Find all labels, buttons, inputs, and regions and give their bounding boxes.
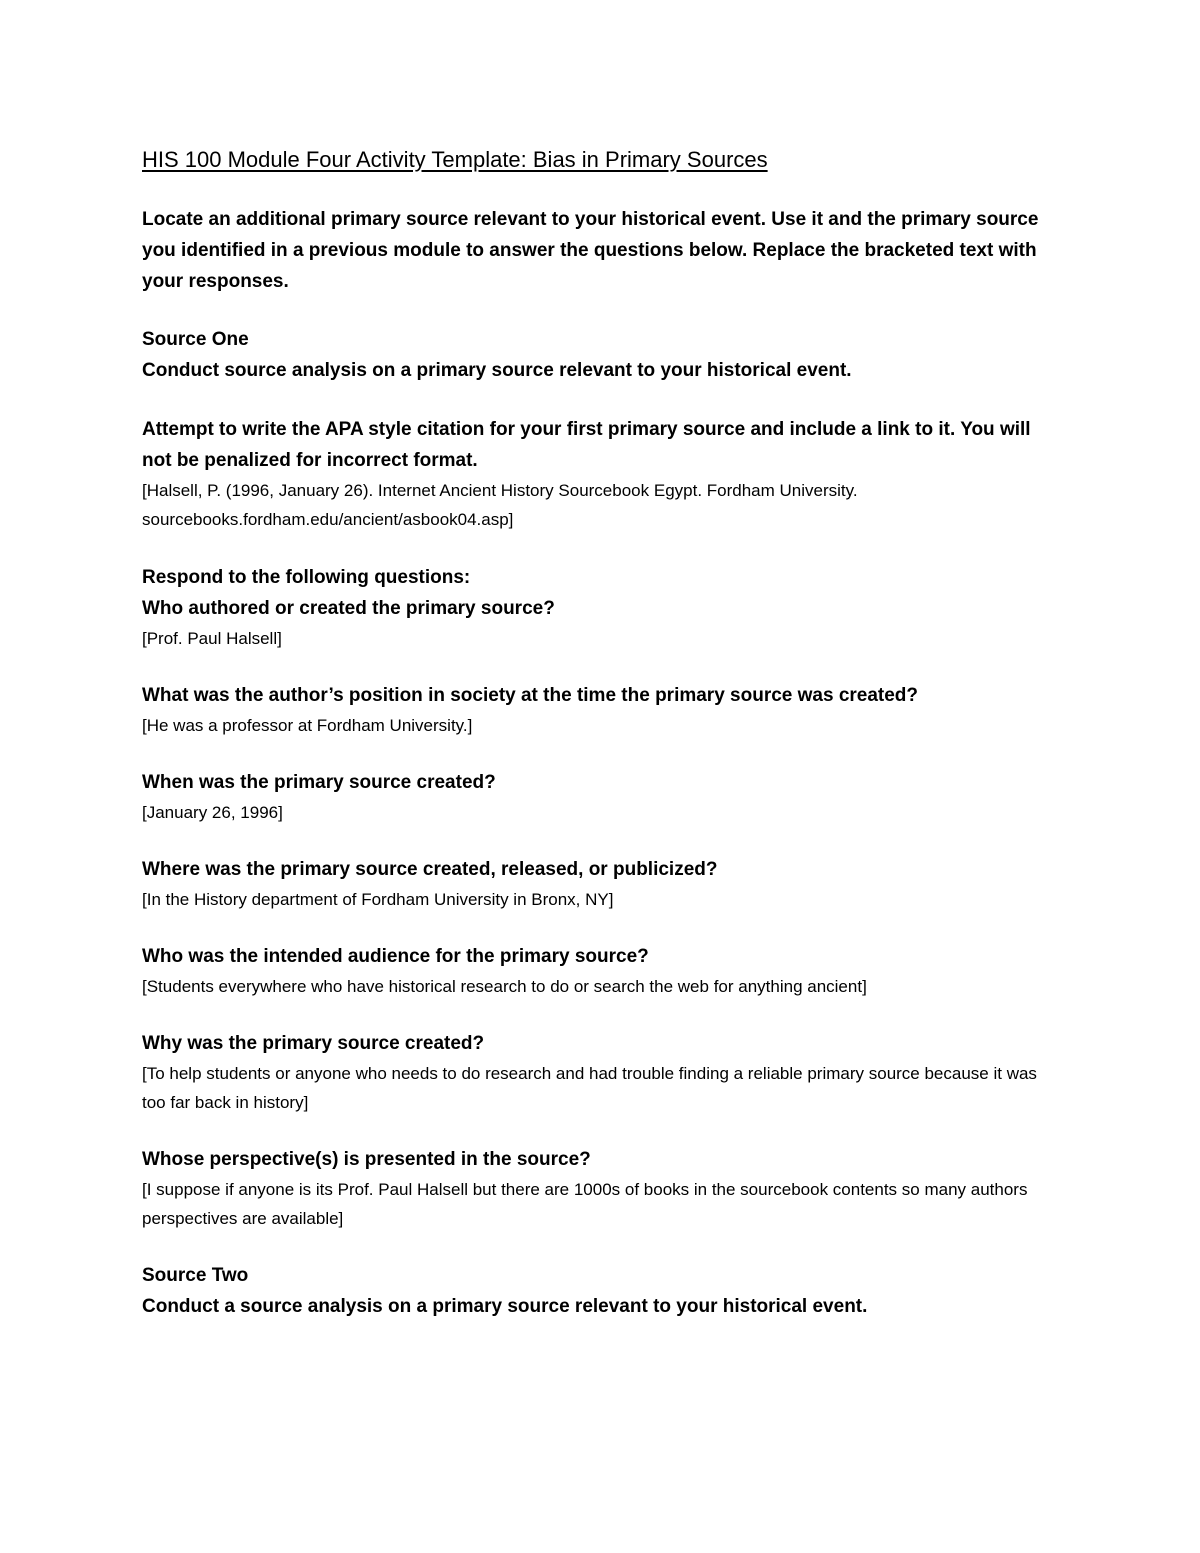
answer-text: [In the History department of Fordham University in Bronx, NY] [142, 890, 614, 909]
answer-text: [To help students or anyone who needs to do research and had trouble finding a reliable primary source because it was too far back in history] [142, 1064, 1037, 1112]
question-text: Who was the intended audience for the primary source? [142, 946, 649, 967]
citation-answer-line: sourcebooks.fordham.edu/ancient/asbook04.asp] [142, 510, 514, 529]
document-page [142, 143, 1062, 1322]
answer-text: [I suppose if anyone is its Prof. Paul Halsell but there are 1000s of books in the sourcebook contents so many authors perspectives are available] [142, 1180, 1028, 1228]
answer-text: [Students everywhere who have historical research to do or search the web for anything ancient] [142, 977, 867, 996]
question-text: Where was the primary source created, released, or publicized? [142, 859, 718, 880]
source-two-instruction: Conduct a source analysis on a primary source relevant to your historical event. [142, 1296, 868, 1317]
questions-heading: Respond to the following questions: [142, 567, 471, 588]
answer-text: [January 26, 1996] [142, 803, 283, 822]
question-text: Why was the primary source created? [142, 1033, 485, 1054]
document-title: HIS 100 Module Four Activity Template: Bias in Primary Sources [142, 147, 768, 172]
source-two-heading: Source Two [142, 1265, 249, 1286]
source-one-heading: Source One [142, 329, 249, 350]
intro-paragraph: Locate an additional primary source relevant to your historical event. Use it and the primary source you identified in a previous module to answer the questions below. Replace the bracketed text with your responses. [142, 209, 1039, 292]
question-text: When was the primary source created? [142, 772, 496, 793]
question-text: Who authored or created the primary source? [142, 598, 555, 619]
answer-text: [Prof. Paul Halsell] [142, 629, 282, 648]
answer-text: [He was a professor at Fordham University.] [142, 716, 473, 735]
question-text: What was the author’s position in society at the time the primary source was created? [142, 685, 919, 706]
citation-prompt: Attempt to write the APA style citation for your first primary source and include a link to it. You will not be penalized for incorrect format. [142, 419, 1031, 471]
question-text: Whose perspective(s) is presented in the source? [142, 1149, 591, 1170]
source-one-instruction: Conduct source analysis on a primary source relevant to your historical event. [142, 360, 852, 381]
citation-answer-line: [Halsell, P. (1996, January 26). Internet Ancient History Sourcebook Egypt. Fordham University. [142, 481, 858, 500]
